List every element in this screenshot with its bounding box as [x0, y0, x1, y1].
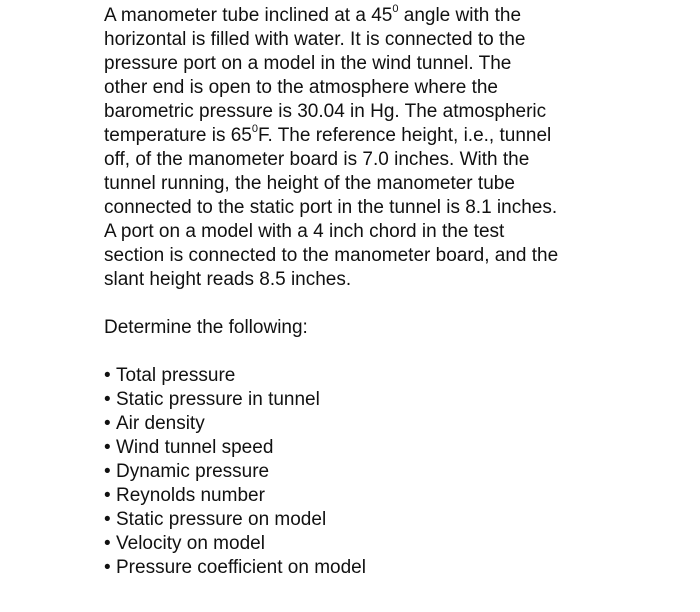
superscript-degree: 0 — [251, 122, 258, 135]
problem-line — [104, 52, 624, 76]
list-item-label: Static pressure in tunnel — [116, 389, 320, 410]
bullet-icon: • — [104, 533, 111, 554]
superscript-degree: 0 — [392, 2, 399, 15]
bullet-icon: • — [104, 509, 111, 530]
list-item-label: Pressure coefficient on model — [116, 557, 366, 578]
list-item-label: Air density — [116, 413, 205, 434]
problem-line — [104, 268, 624, 292]
bullet-icon: • — [104, 461, 111, 482]
problem-line — [104, 172, 624, 196]
problem-line — [104, 28, 624, 52]
problem-text: F. The reference height, i.e., tunnel — [257, 125, 552, 146]
list-item-label: Static pressure on model — [116, 509, 327, 530]
problem-line — [104, 196, 624, 220]
list-item-label: Velocity on model — [116, 533, 265, 554]
bullet-icon: • — [104, 365, 111, 386]
list-item — [104, 388, 624, 412]
problem-text: connected to the static port in the tunnel is 8.1 inches. — [104, 197, 558, 218]
document-body — [104, 4, 624, 580]
bullet-icon: • — [104, 389, 111, 410]
list-item — [104, 412, 624, 436]
problem-text: other end is open to the atmosphere where the — [104, 77, 498, 98]
problem-line — [104, 148, 624, 172]
bullet-icon: • — [104, 437, 111, 458]
bullet-icon: • — [104, 485, 111, 506]
list-item-label: Dynamic pressure — [116, 461, 270, 482]
problem-text: A port on a model with a 4 inch chord in the test — [104, 221, 505, 242]
problem-text: temperature is 65 — [104, 125, 252, 146]
bullet-icon: • — [104, 557, 111, 578]
problem-text: angle with the — [398, 5, 522, 26]
problem-text: off, of the manometer board is 7.0 inches. With the — [104, 149, 530, 170]
list-item — [104, 508, 624, 532]
list-item-label: Reynolds number — [116, 485, 265, 506]
problem-text: barometric pressure is 30.04 in Hg. The atmospheric — [104, 101, 547, 122]
problem-text: A manometer tube inclined at a 45 — [104, 5, 393, 26]
list-item — [104, 484, 624, 508]
problem-line — [104, 4, 624, 28]
problem-line — [104, 124, 624, 148]
problem-text: slant height reads 8.5 inches. — [104, 269, 352, 290]
problem-text: pressure port on a model in the wind tunnel. The — [104, 53, 512, 74]
problem-line — [104, 244, 624, 268]
list-item-label: Total pressure — [116, 365, 236, 386]
problem-text: tunnel running, the height of the manometer tube — [104, 173, 515, 194]
list-item — [104, 364, 624, 388]
list-item-label: Wind tunnel speed — [116, 437, 274, 458]
problem-text: horizontal is filled with water. It is connected to the — [104, 29, 526, 50]
problem-line — [104, 76, 624, 100]
requested-quantities-list — [104, 364, 624, 580]
list-item — [104, 460, 624, 484]
problem-text: section is connected to the manometer board, and the — [104, 245, 559, 266]
problem-line — [104, 220, 624, 244]
list-item — [104, 436, 624, 460]
list-item — [104, 556, 624, 580]
problem-line — [104, 100, 624, 124]
instructions-heading: Determine the following: — [104, 317, 308, 338]
bullet-icon: • — [104, 413, 111, 434]
list-item — [104, 532, 624, 556]
problem-statement — [104, 4, 624, 292]
